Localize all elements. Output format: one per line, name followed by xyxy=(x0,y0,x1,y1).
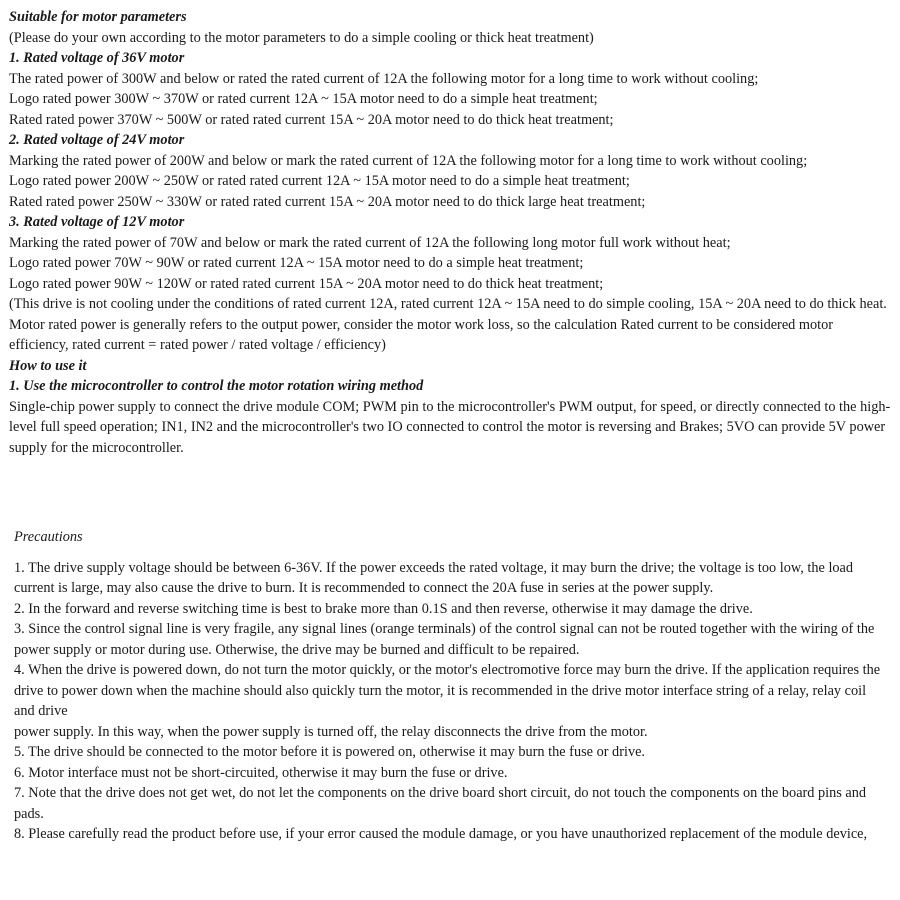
text-12v-line-2: Logo rated power 70W ~ 90W or rated current 12A ~ 15A motor need to do a simple heat treatment; xyxy=(9,255,584,271)
text-12v-note: (This drive is not cooling under the conditions of rated current 12A, rated current 12A ~ 15A need to do simple cooling, 15A ~ 20A need to do thick heat. Motor rated power is generally refers to the output power, consider the motor work loss, so the calculation Rated current to be considered motor efficiency, rated current = rated power / rated voltage / efficiency) xyxy=(9,296,887,353)
precaution-item-4: 4. When the drive is powered down, do not turn the motor quickly, or the motor's electromotive force may burn the drive. If the application requires the drive to power down when the machine should also quickly turn the motor, it is recommended in the drive motor interface string of a relay, relay coil and drive xyxy=(14,662,881,719)
precaution-item-4-continued: power supply. In this way, when the power supply is turned off, the relay disconnects the drive from the motor. xyxy=(14,723,648,740)
text-12v-line-1: Marking the rated power of 70W and below or mark the rated current of 12A the following long motor full work without heat; xyxy=(9,234,731,251)
text-36v-line-2: Logo rated power 300W ~ 370W or rated current 12A ~ 15A motor need to do a simple heat treatment; xyxy=(9,91,598,107)
text-24v-line-1: Marking the rated power of 200W and below or mark the rated current of 12A the following motor for a long time to work without cooling; xyxy=(9,152,808,169)
precaution-item-2: 2. In the forward and reverse switching time is best to brake more than 0.1S and then reverse, otherwise it may damage the drive. xyxy=(14,600,753,617)
precaution-item-3: 3. Since the control signal line is very fragile, any signal lines (orange terminals) of the control signal can not be routed together with the wiring of the power supply or motor during use. Otherwise, the drive may be burned and difficult to be repaired. xyxy=(14,621,875,658)
heading-how-to-use: How to use it xyxy=(9,357,87,374)
precaution-item-6: 6. Motor interface must not be short-circuited, otherwise it may burn the fuse or drive. xyxy=(14,764,508,781)
heading-24v: 2. Rated voltage of 24V motor xyxy=(9,132,185,148)
heading-12v: 3. Rated voltage of 12V motor xyxy=(9,214,185,230)
intro-text: (Please do your own according to the motor parameters to do a simple cooling or thick heat treatment) xyxy=(9,29,594,46)
precautions-title: Precautions xyxy=(14,529,83,545)
precaution-item-1: 1. The drive supply voltage should be between 6-36V. If the power exceeds the rated voltage, it may burn the drive; the voltage is too low, the load current is large, may also cause the drive to burn. It is recommended to connect the 20A fuse in series at the power supply. xyxy=(14,559,854,596)
precaution-item-5: 5. The drive should be connected to the motor before it is powered on, otherwise it may burn the fuse or drive. xyxy=(14,744,646,760)
heading-36v: 1. Rated voltage of 36V motor xyxy=(9,50,185,66)
text-12v-line-3: Logo rated power 90W ~ 120W or rated rated current 15A ~ 20A motor need to do thick heat treatment; xyxy=(9,275,604,292)
motor-parameters-section xyxy=(9,7,893,458)
text-24v-line-3: Rated rated power 250W ~ 330W or rated rated current 15A ~ 20A motor need to do thick large heat treatment; xyxy=(9,193,646,210)
wiring-method-text: Single-chip power supply to connect the drive module COM; PWM pin to the microcontroller's PWM output, for speed, or directly connected to the high-level full speed operation; IN1, IN2 and the microcontroller's two IO connected to control the motor is reversing and Brakes; 5VO can provide 5V power supply for the microcontroller. xyxy=(9,398,891,456)
precautions-section xyxy=(14,527,890,845)
precaution-item-7: 7. Note that the drive does not get wet, do not let the components on the drive board short circuit, do not touch the components on the board pins and pads. xyxy=(14,785,867,822)
text-24v-line-2: Logo rated power 200W ~ 250W or rated rated current 12A ~ 15A motor need to do a simple heat treatment; xyxy=(9,173,630,189)
text-36v-line-3: Rated rated power 370W ~ 500W or rated rated current 15A ~ 20A motor need to do thick heat treatment; xyxy=(9,111,614,128)
heading-wiring-method: 1. Use the microcontroller to control the motor rotation wiring method xyxy=(9,378,424,394)
text-36v-line-1: The rated power of 300W and below or rated the rated current of 12A the following motor for a long time to work without cooling; xyxy=(9,70,759,87)
section-title: Suitable for motor parameters xyxy=(9,9,187,25)
precaution-item-8: 8. Please carefully read the product before use, if your error caused the module damage, or you have unauthorized replacement of the module device, xyxy=(14,826,868,842)
